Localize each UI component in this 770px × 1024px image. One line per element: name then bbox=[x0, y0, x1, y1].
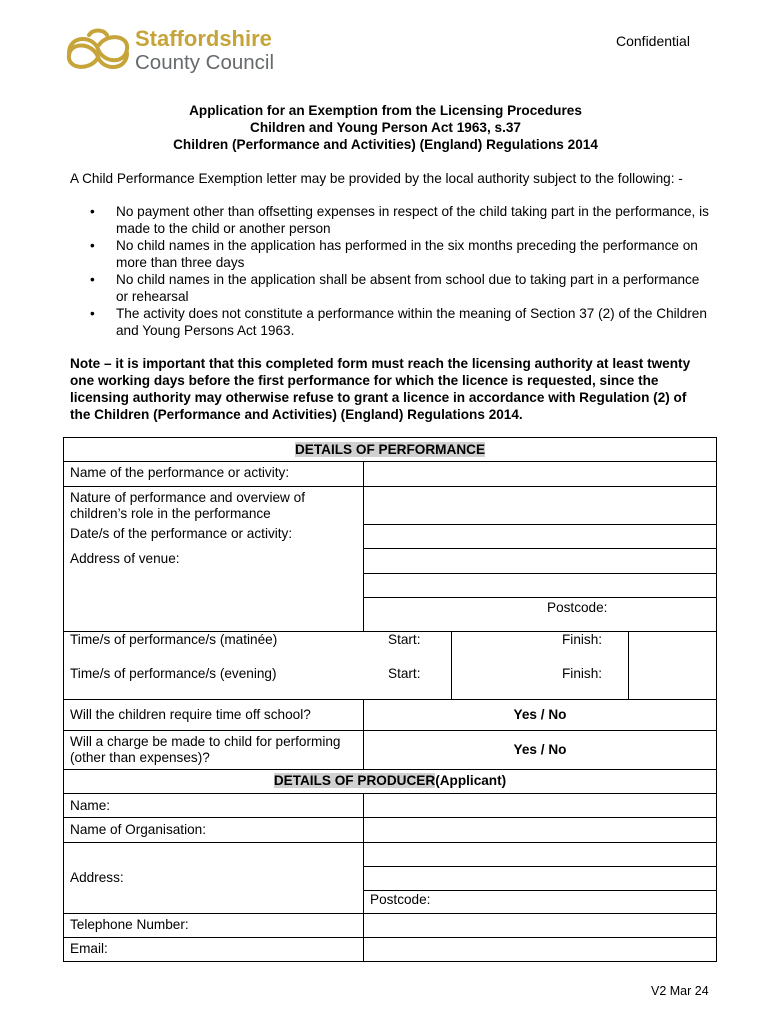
producer-heading: DETAILS OF PRODUCER(Applicant) bbox=[273, 773, 507, 788]
conditions-list bbox=[70, 203, 710, 339]
venue-address-label: Address of venue: bbox=[70, 551, 180, 566]
matinee-finish-label: Finish: bbox=[562, 632, 603, 647]
charge-label: Will a charge be made to child for performing (other than expenses)? bbox=[70, 734, 341, 765]
confidential-label: Confidential bbox=[616, 33, 690, 49]
venue-address-field-1[interactable] bbox=[364, 549, 716, 573]
evening-time-label: Time/s of performance/s (evening) bbox=[70, 666, 277, 681]
logo-line-1: Staffordshire bbox=[135, 26, 272, 51]
list-item: • No child names in the application shall be absent from school due to taking part in a performance or rehearsal bbox=[90, 272, 700, 304]
title-line-1: Application for an Exemption from the Licensing Procedures bbox=[189, 103, 582, 118]
intro-text: A Child Performance Exemption letter may be provided by the local authority subject to the following: - bbox=[70, 171, 683, 186]
evening-start-label: Start: bbox=[388, 666, 421, 681]
producer-name-label: Name: bbox=[70, 798, 111, 813]
producer-name-field[interactable] bbox=[364, 794, 716, 817]
producer-address-field-2[interactable] bbox=[364, 867, 716, 890]
email-field[interactable] bbox=[364, 938, 716, 961]
producer-address-field-1[interactable] bbox=[364, 843, 716, 866]
charge-choice[interactable]: Yes / No bbox=[513, 742, 567, 757]
list-item: • No child names in the application has performed in the six months preceding the performance on more than three days bbox=[90, 238, 698, 270]
performance-heading: DETAILS OF PERFORMANCE bbox=[294, 442, 486, 457]
list-item: • No payment other than offsetting expenses in respect of the child taking part in the performance, is made to the child or another person bbox=[90, 204, 709, 236]
venue-address-field-2[interactable] bbox=[364, 574, 716, 597]
venue-postcode-label: Postcode: bbox=[547, 600, 608, 615]
performance-name-label: Name of the performance or activity: bbox=[70, 465, 290, 480]
performance-nature-label: Nature of performance and overview of children’s role in the performance bbox=[70, 490, 305, 521]
important-note: Note – it is important that this completed form must reach the licensing authority at least twenty one working days before the first performance for which the licence is requested, since the licensing authority may otherwise refuse to grant a licence in accordance with Regulation (2) of the Children (Performance and Activities) (England) Regulations 2014. bbox=[70, 356, 691, 422]
document-title bbox=[100, 102, 671, 153]
logo-line-2: County Council bbox=[135, 51, 275, 74]
time-off-school-label: Will the children require time off school? bbox=[70, 707, 311, 722]
producer-address-label: Address: bbox=[70, 870, 124, 885]
title-line-3: Children (Performance and Activities) (England) Regulations 2014 bbox=[173, 137, 598, 152]
producer-postcode-label: Postcode: bbox=[370, 892, 431, 907]
evening-finish-label: Finish: bbox=[562, 666, 603, 681]
title-line-2: Children and Young Person Act 1963, s.37 bbox=[250, 120, 521, 135]
organisation-label: Name of Organisation: bbox=[70, 822, 207, 837]
list-item: • The activity does not constitute a performance within the meaning of Section 37 (2) of the Children and Young Persons Act 1963. bbox=[90, 306, 707, 338]
performance-dates-label: Date/s of the performance or activity: bbox=[70, 526, 293, 541]
matinee-time-label: Time/s of performance/s (matinée) bbox=[70, 632, 278, 647]
council-logo bbox=[63, 27, 293, 75]
performance-name-field[interactable] bbox=[364, 462, 716, 486]
evening-finish-field[interactable] bbox=[629, 664, 716, 699]
performance-nature-field[interactable] bbox=[364, 487, 716, 524]
matinee-start-label: Start: bbox=[388, 632, 421, 647]
email-label: Email: bbox=[70, 941, 108, 956]
version-footer: V2 Mar 24 bbox=[651, 984, 709, 998]
organisation-field[interactable] bbox=[364, 818, 716, 842]
time-off-school-choice[interactable]: Yes / No bbox=[513, 707, 567, 722]
telephone-field[interactable] bbox=[364, 914, 716, 937]
telephone-label: Telephone Number: bbox=[70, 917, 189, 932]
performance-dates-field[interactable] bbox=[364, 525, 716, 548]
matinee-finish-field[interactable] bbox=[629, 632, 716, 662]
stafford-knot-icon bbox=[63, 27, 133, 75]
